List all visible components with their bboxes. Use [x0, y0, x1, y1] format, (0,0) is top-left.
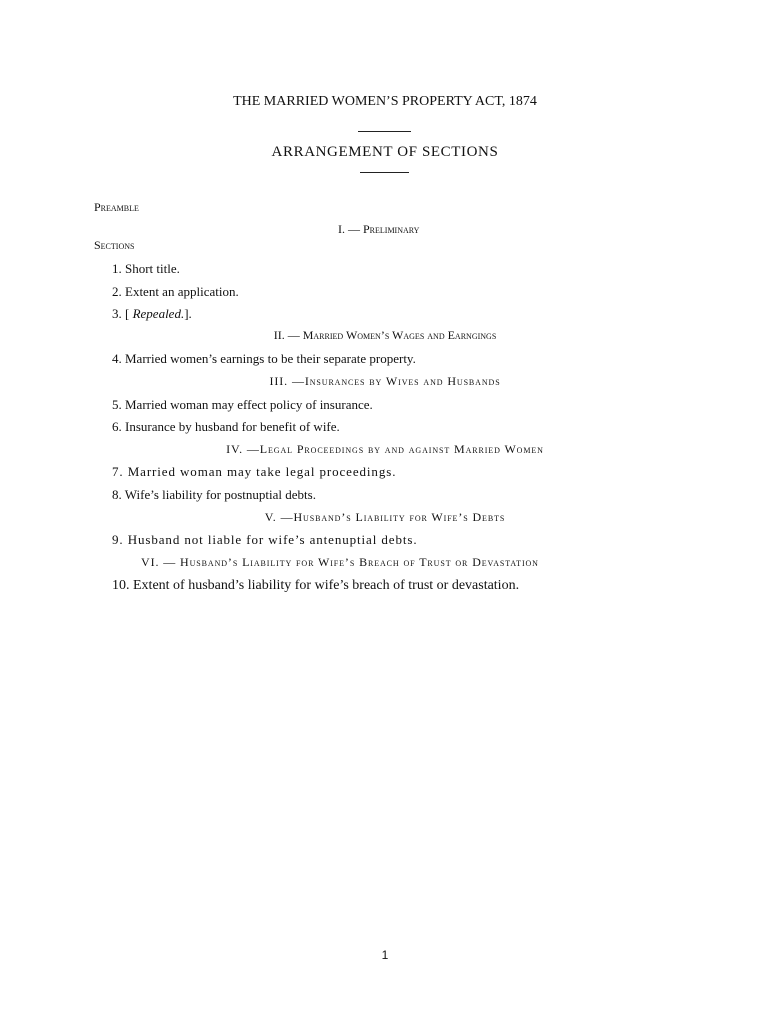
subtitle-divider [360, 172, 409, 173]
section-item: 4. Married women’s earnings to be their separate property. [112, 351, 416, 366]
page-number: 1 [381, 948, 389, 962]
section-item: 10. Extent of husband’s liability for wife’s breach of trust or devastation. [112, 578, 520, 593]
sections-label: Sections [94, 238, 135, 252]
act-title: THE MARRIED WOMEN’S PROPERTY ACT, 1874 [233, 94, 537, 109]
section-item: 1. Short title. [112, 261, 180, 276]
chapter-heading-6: VI. — Husband’s Liability for Wife’s Breach of Trust or Devastation [141, 555, 539, 569]
chapter-heading-4: IV. —Legal Proceedings by and against Married Women [226, 442, 544, 456]
section-number: 3. [ [112, 306, 133, 321]
section-item: 8. Wife’s liability for postnuptial debts. [112, 487, 316, 502]
repealed-text: Repealed. [132, 306, 185, 321]
title-divider [358, 131, 411, 132]
section-suffix: ]. [184, 306, 192, 321]
section-item: 6. Insurance by husband for benefit of wife. [112, 419, 340, 434]
section-item: 9. Husband not liable for wife’s antenuptial debts. [112, 532, 418, 547]
section-item: 7. Married woman may take legal proceedings. [112, 464, 397, 479]
section-item [112, 306, 192, 322]
chapter-heading-1: I. — Preliminary [338, 222, 420, 236]
chapter-heading-2: II. — Married Women’s Wages and Earngings [273, 328, 497, 342]
section-item: 5. Married woman may effect policy of insurance. [112, 397, 373, 412]
chapter-heading-5: V. —Husband’s Liability for Wife’s Debts [264, 510, 506, 524]
chapter-heading-3: III. —Insurances by Wives and Husbands [269, 374, 501, 388]
preamble-label: Preamble [94, 200, 139, 214]
arrangement-heading: ARRANGEMENT OF SECTIONS [271, 144, 499, 160]
section-item: 2. Extent an application. [112, 284, 239, 299]
